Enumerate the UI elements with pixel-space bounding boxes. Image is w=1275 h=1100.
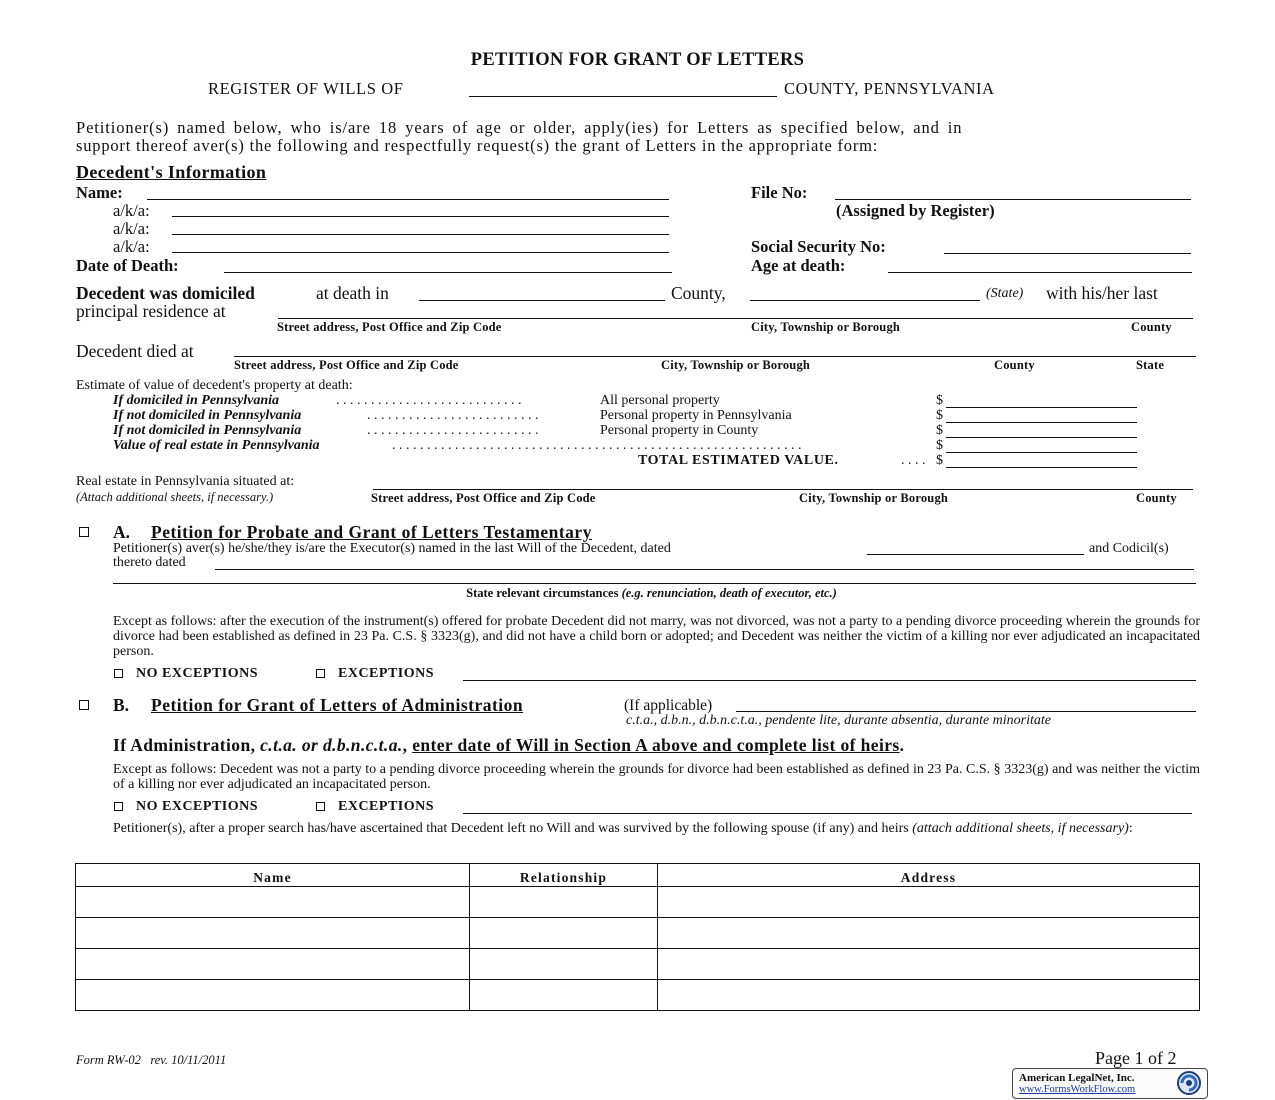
section-b-exceptions-checkbox[interactable] bbox=[316, 802, 325, 811]
estimate-description: Personal property in Pennsylvania bbox=[600, 408, 792, 423]
publisher-logo bbox=[1012, 1068, 1208, 1099]
circumstances-italic: (e.g. renunciation, death of executor, etc.) bbox=[621, 586, 837, 600]
administration-instruction bbox=[113, 735, 904, 756]
domicile-last-label: with his/her last bbox=[1046, 283, 1158, 303]
heir-relationship-cell[interactable] bbox=[470, 980, 658, 1011]
if-applicable-label: (If applicable) bbox=[624, 697, 713, 714]
heirs-col-relationship: Relationship bbox=[470, 864, 658, 887]
died-street-caption: Street address, Post Office and Zip Code bbox=[234, 358, 459, 372]
aka-field-3[interactable] bbox=[172, 252, 669, 253]
name-field[interactable] bbox=[147, 199, 669, 200]
real-estate-city-caption: City, Township or Borough bbox=[799, 491, 949, 505]
circumstances-field[interactable] bbox=[113, 583, 1196, 584]
residence-city-caption: City, Township or Borough bbox=[751, 320, 901, 334]
heir-name-cell[interactable] bbox=[76, 918, 470, 949]
file-no-field[interactable] bbox=[835, 199, 1191, 200]
section-b-exceptions-label: EXCEPTIONS bbox=[338, 799, 435, 814]
globe-icon bbox=[1174, 1070, 1204, 1096]
domicile-at-death: at death in bbox=[316, 283, 389, 303]
died-at-label: Decedent died at bbox=[76, 341, 194, 361]
letters-types-caption: c.t.a., d.b.n., d.b.n.c.t.a., pendente lite, durante absentia, durante minoritate bbox=[626, 713, 1051, 728]
aka-label-3: a/k/a: bbox=[113, 237, 150, 256]
section-b-no-exceptions-checkbox[interactable] bbox=[114, 802, 123, 811]
section-a-title: Petition for Probate and Grant of Letters Testamentary bbox=[151, 522, 592, 542]
section-a-checkbox[interactable] bbox=[79, 527, 89, 537]
age-field[interactable] bbox=[888, 272, 1192, 273]
section-b-checkbox[interactable] bbox=[79, 700, 89, 710]
executor-statement: Petitioner(s) aver(s) he/she/they is/are the Executor(s) named in the last Will of the Decedent, dated bbox=[113, 541, 671, 556]
will-date-field[interactable] bbox=[867, 554, 1084, 555]
heir-name-cell[interactable] bbox=[76, 980, 470, 1011]
real-estate-street-caption: Street address, Post Office and Zip Code bbox=[371, 491, 596, 505]
heirs-statement bbox=[113, 821, 1200, 836]
assigned-note: (Assigned by Register) bbox=[836, 201, 995, 220]
domicile-state-field[interactable] bbox=[750, 300, 980, 301]
dollar-sign: $ bbox=[936, 453, 943, 468]
section-a-no-exceptions-checkbox[interactable] bbox=[114, 669, 123, 678]
heir-name-cell[interactable] bbox=[76, 949, 470, 980]
intro-line-1: Petitioner(s) named below, who is/are 18 years of age or older, apply(ies) for Letters as specified below, and in bbox=[76, 118, 963, 137]
residence-county-caption: County bbox=[1131, 320, 1172, 334]
circumstances-bold: State relevant circumstances bbox=[466, 586, 619, 600]
domicile-state-label: (State) bbox=[986, 286, 1024, 301]
intro-line-2: support thereof aver(s) the following and respectfully request(s) the grant of Letters in the appropriate form: bbox=[76, 136, 879, 155]
heir-relationship-cell[interactable] bbox=[470, 887, 658, 918]
form-id: Form RW-02 bbox=[76, 1053, 141, 1067]
died-city-caption: City, Township or Borough bbox=[661, 358, 811, 372]
heirs-text-c: : bbox=[1128, 821, 1133, 836]
section-a-letter: A. bbox=[113, 522, 131, 542]
section-a-no-exceptions-label: NO EXCEPTIONS bbox=[136, 666, 259, 681]
domicile-county-field[interactable] bbox=[419, 300, 665, 301]
estimate-dots: . . . . . . . . . . . . . . . . . . . . . . . . . bbox=[367, 423, 539, 438]
name-label: Name: bbox=[76, 183, 123, 202]
real-estate-label: Real estate in Pennsylvania situated at: bbox=[76, 474, 295, 489]
estimate-condition: Value of real estate in Pennsylvania bbox=[113, 438, 320, 453]
section-b-title: Petition for Grant of Letters of Administration bbox=[151, 695, 524, 715]
section-a-exceptions-text: Except as follows: after the execution of the instrument(s) offered for probate Decedent did not marry, was not divorced, was not a party to a pending divorce proceeding wherein the grounds for divorce had been established as defined in 23 Pa. C.S. § 3323(g), and did not have a child born or adopted; and Decedent was neither the victim of a killing nor ever adjudicated an incapacitated person. bbox=[113, 614, 1200, 659]
heirs-table bbox=[75, 863, 1200, 1011]
died-at-field[interactable] bbox=[234, 356, 1196, 357]
dollar-sign: $ bbox=[936, 438, 943, 453]
register-label: REGISTER OF WILLS OF bbox=[208, 79, 404, 98]
estimate-heading: Estimate of value of decedent's property at death: bbox=[76, 378, 353, 393]
ssn-label: Social Security No: bbox=[751, 237, 886, 256]
principal-residence-label: principal residence at bbox=[76, 301, 226, 321]
county-register-field[interactable] bbox=[469, 96, 777, 97]
total-dots: . . . . bbox=[901, 453, 926, 468]
aka-field-1[interactable] bbox=[172, 216, 669, 217]
heir-address-cell[interactable] bbox=[658, 949, 1200, 980]
age-label: Age at death: bbox=[751, 256, 846, 275]
aka-field-2[interactable] bbox=[172, 234, 669, 235]
estimate-condition: If not domiciled in Pennsylvania bbox=[113, 423, 302, 438]
heir-address-cell[interactable] bbox=[658, 887, 1200, 918]
admin-text-a: If Administration, bbox=[113, 735, 256, 755]
principal-residence-field[interactable] bbox=[278, 318, 1193, 319]
aka-label-1: a/k/a: bbox=[113, 201, 150, 220]
logo-url[interactable]: www.FormsWorkFlow.com bbox=[1019, 1084, 1136, 1095]
section-a-exceptions-field[interactable] bbox=[463, 680, 1196, 681]
ssn-field[interactable] bbox=[944, 253, 1191, 254]
estimate-dots: . . . . . . . . . . . . . . . . . . . . . . . . . . . . . . . . . . . . . . . . . . . . . . . . . . . . . . . . . . . bbox=[392, 438, 802, 453]
admin-text-b: c.t.a. or d.b.n.c.t.a. bbox=[260, 735, 403, 755]
dollar-sign: $ bbox=[936, 423, 943, 438]
heir-address-cell[interactable] bbox=[658, 980, 1200, 1011]
form-number bbox=[76, 1053, 226, 1068]
thereto-dated-label: thereto dated bbox=[113, 555, 186, 570]
domicile-label: Decedent was domiciled bbox=[76, 283, 255, 303]
real-estate-field[interactable] bbox=[373, 489, 1193, 490]
section-b-exceptions-field[interactable] bbox=[463, 813, 1192, 814]
total-value-field[interactable] bbox=[946, 467, 1137, 468]
table-row bbox=[76, 887, 1200, 918]
estimate-description: Personal property in County bbox=[600, 423, 759, 438]
decedent-heading: Decedent's Information bbox=[76, 162, 267, 182]
section-b-letter: B. bbox=[113, 695, 130, 715]
real-estate-county-caption: County bbox=[1136, 491, 1177, 505]
heirs-table-header bbox=[76, 864, 1200, 887]
page-title: PETITION FOR GRANT OF LETTERS bbox=[470, 50, 805, 70]
logo-company: American LegalNet, Inc. bbox=[1019, 1072, 1135, 1084]
domicile-county-label: County, bbox=[671, 283, 726, 303]
section-b-no-exceptions-label: NO EXCEPTIONS bbox=[136, 799, 259, 814]
estimate-description: All personal property bbox=[600, 393, 720, 408]
died-county-caption: County bbox=[994, 358, 1035, 372]
heirs-col-name: Name bbox=[76, 864, 470, 887]
codicil-date-field[interactable] bbox=[215, 569, 1194, 570]
estimate-condition: If domiciled in Pennsylvania bbox=[113, 393, 280, 408]
heir-relationship-cell[interactable] bbox=[470, 949, 658, 980]
heir-address-cell[interactable] bbox=[658, 918, 1200, 949]
heir-name-cell[interactable] bbox=[76, 887, 470, 918]
residence-street-caption: Street address, Post Office and Zip Code bbox=[277, 320, 502, 334]
file-no-label: File No: bbox=[751, 183, 808, 202]
estimate-value-field-4[interactable] bbox=[946, 452, 1137, 453]
letters-type-field[interactable] bbox=[736, 711, 1196, 712]
register-county-label: COUNTY, PENNSYLVANIA bbox=[784, 79, 995, 98]
heir-relationship-cell[interactable] bbox=[470, 918, 658, 949]
section-a-exceptions-checkbox[interactable] bbox=[316, 669, 325, 678]
total-estimated-label: TOTAL ESTIMATED VALUE. bbox=[638, 453, 839, 468]
section-b-exceptions-text: Except as follows: Decedent was not a party to a pending divorce proceeding wherein the grounds for divorce had been established as defined in 23 Pa. C.S. § 3323(g) and was neither the victim of a killing nor ever adjudicated an incapacitated person. bbox=[113, 762, 1200, 792]
date-of-death-label: Date of Death: bbox=[76, 256, 179, 275]
estimate-condition: If not domiciled in Pennsylvania bbox=[113, 408, 302, 423]
form-revision: rev. 10/11/2011 bbox=[150, 1053, 227, 1067]
table-row bbox=[76, 918, 1200, 949]
died-state-caption: State bbox=[1136, 358, 1165, 372]
admin-text-d: . bbox=[899, 735, 905, 755]
table-row bbox=[76, 980, 1200, 1011]
circumstances-caption bbox=[0, 586, 1275, 601]
estimate-dots: . . . . . . . . . . . . . . . . . . . . . . . . . . . bbox=[336, 393, 522, 408]
estimate-value-field-2[interactable] bbox=[946, 422, 1137, 423]
page-number: Page 1 of 2 bbox=[1095, 1048, 1177, 1068]
heirs-text-b: (attach additional sheets, if necessary) bbox=[912, 821, 1129, 836]
heirs-text-a: Petitioner(s), after a proper search has/have ascertained that Decedent left no Will and was survived by the following spouse (if any) and heirs bbox=[113, 821, 909, 836]
heirs-col-address: Address bbox=[658, 864, 1200, 887]
estimate-value-field-3[interactable] bbox=[946, 437, 1137, 438]
estimate-value-field-1[interactable] bbox=[946, 407, 1137, 408]
estimate-dots: . . . . . . . . . . . . . . . . . . . . . . . . . bbox=[367, 408, 539, 423]
attach-note: (Attach additional sheets, if necessary.) bbox=[76, 490, 274, 504]
section-a-exceptions-label: EXCEPTIONS bbox=[338, 666, 435, 681]
date-of-death-field[interactable] bbox=[224, 272, 672, 273]
admin-text-c: enter date of Will in Section A above and complete list of heirs bbox=[412, 735, 900, 755]
aka-label-2: a/k/a: bbox=[113, 219, 150, 238]
admin-comma: , bbox=[402, 735, 408, 755]
dollar-sign: $ bbox=[936, 393, 943, 408]
dollar-sign: $ bbox=[936, 408, 943, 423]
table-row bbox=[76, 949, 1200, 980]
codicil-label: and Codicil(s) bbox=[1089, 541, 1169, 556]
